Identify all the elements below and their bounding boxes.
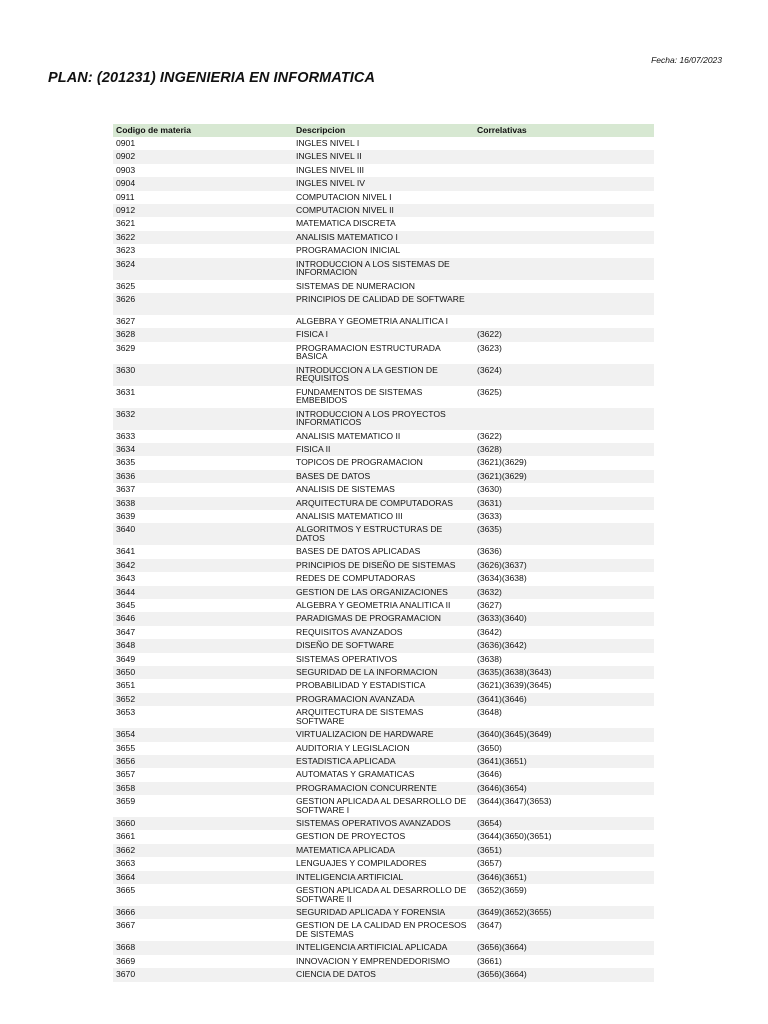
descripcion-cell: AUDITORIA Y LEGISLACION xyxy=(293,742,474,755)
codigo-cell: 3636 xyxy=(113,470,293,483)
codigo-cell: 3659 xyxy=(113,795,293,817)
correlativas-cell: (3635) xyxy=(474,523,654,545)
table-row xyxy=(113,782,654,795)
table-row xyxy=(113,258,654,280)
correlativas-cell: (3622) xyxy=(474,328,654,341)
descripcion-cell: SEGURIDAD DE LA INFORMACION xyxy=(293,666,474,679)
codigo-cell: 3666 xyxy=(113,906,293,919)
table-row xyxy=(113,559,654,572)
table-row xyxy=(113,510,654,523)
descripcion-cell: ANALISIS MATEMATICO III xyxy=(293,510,474,523)
descripcion-cell: BASES DE DATOS xyxy=(293,470,474,483)
table-row xyxy=(113,653,654,666)
table-row xyxy=(113,204,654,217)
correlativas-cell: (3627) xyxy=(474,599,654,612)
correlativas-cell: (3647) xyxy=(474,919,654,941)
codigo-cell: 0901 xyxy=(113,137,293,150)
correlativas-cell: (3621)(3629) xyxy=(474,470,654,483)
correlativas-cell: (3625) xyxy=(474,386,654,408)
column-header-descripcion: Descripcion xyxy=(293,124,474,137)
table-row xyxy=(113,545,654,558)
correlativas-cell xyxy=(474,258,654,280)
descripcion-cell: INTELIGENCIA ARTIFICIAL xyxy=(293,871,474,884)
table-row xyxy=(113,328,654,341)
codigo-cell: 0911 xyxy=(113,191,293,204)
codigo-cell: 3658 xyxy=(113,782,293,795)
table-row xyxy=(113,483,654,496)
codigo-cell: 3651 xyxy=(113,679,293,692)
correlativas-cell: (3641)(3646) xyxy=(474,693,654,706)
correlativas-cell xyxy=(474,280,654,293)
descripcion-cell: INNOVACION Y EMPRENDEDORISMO xyxy=(293,955,474,968)
codigo-cell: 3662 xyxy=(113,844,293,857)
correlativas-cell: (3661) xyxy=(474,955,654,968)
codigo-cell: 3631 xyxy=(113,386,293,408)
codigo-cell: 3634 xyxy=(113,443,293,456)
correlativas-cell: (3631) xyxy=(474,497,654,510)
table-row xyxy=(113,906,654,919)
codigo-cell: 3629 xyxy=(113,342,293,364)
page-title: PLAN: (201231) INGENIERIA EN INFORMATICA xyxy=(48,70,376,86)
table-row xyxy=(113,293,654,315)
codigo-cell: 3637 xyxy=(113,483,293,496)
correlativas-cell xyxy=(474,164,654,177)
table-row xyxy=(113,177,654,190)
correlativas-cell: (3654) xyxy=(474,817,654,830)
descripcion-cell: PROBABILIDAD Y ESTADISTICA xyxy=(293,679,474,692)
descripcion-cell: GESTION DE PROYECTOS xyxy=(293,830,474,843)
descripcion-cell: SISTEMAS OPERATIVOS xyxy=(293,653,474,666)
descripcion-cell: SEGURIDAD APLICADA Y FORENSIA xyxy=(293,906,474,919)
correlativas-cell: (3621)(3639)(3645) xyxy=(474,679,654,692)
descripcion-cell: ARQUITECTURA DE SISTEMAS SOFTWARE xyxy=(293,706,474,728)
codigo-cell: 3640 xyxy=(113,523,293,545)
table-row xyxy=(113,244,654,257)
table-row xyxy=(113,666,654,679)
codigo-cell: 3648 xyxy=(113,639,293,652)
table-row xyxy=(113,795,654,817)
codigo-cell: 3650 xyxy=(113,666,293,679)
correlativas-cell: (3649)(3652)(3655) xyxy=(474,906,654,919)
correlativas-cell: (3646)(3651) xyxy=(474,871,654,884)
descripcion-cell: REDES DE COMPUTADORAS xyxy=(293,572,474,585)
table-row xyxy=(113,706,654,728)
descripcion-cell: ARQUITECTURA DE COMPUTADORAS xyxy=(293,497,474,510)
correlativas-cell: (3646)(3654) xyxy=(474,782,654,795)
table-row xyxy=(113,191,654,204)
descripcion-cell: TOPICOS DE PROGRAMACION xyxy=(293,456,474,469)
codigo-cell: 3621 xyxy=(113,217,293,230)
table-row xyxy=(113,857,654,870)
correlativas-cell: (3656)(3664) xyxy=(474,941,654,954)
table-row xyxy=(113,612,654,625)
codigo-cell: 0903 xyxy=(113,164,293,177)
table-row xyxy=(113,955,654,968)
descripcion-cell: VIRTUALIZACION DE HARDWARE xyxy=(293,728,474,741)
table-row xyxy=(113,830,654,843)
correlativas-cell xyxy=(474,150,654,163)
codigo-cell: 3652 xyxy=(113,693,293,706)
descripcion-cell: COMPUTACION NIVEL I xyxy=(293,191,474,204)
correlativas-cell: (3622) xyxy=(474,430,654,443)
table-row xyxy=(113,871,654,884)
table-row xyxy=(113,742,654,755)
codigo-cell: 3623 xyxy=(113,244,293,257)
descripcion-cell: ANALISIS MATEMATICO II xyxy=(293,430,474,443)
codigo-cell: 3642 xyxy=(113,559,293,572)
table-row xyxy=(113,626,654,639)
correlativas-cell: (3650) xyxy=(474,742,654,755)
codigo-cell: 3660 xyxy=(113,817,293,830)
table-row xyxy=(113,572,654,585)
descripcion-cell: INGLES NIVEL III xyxy=(293,164,474,177)
codigo-cell: 0904 xyxy=(113,177,293,190)
table-row xyxy=(113,430,654,443)
correlativas-cell xyxy=(474,293,654,315)
table-row xyxy=(113,639,654,652)
descripcion-cell: INTRODUCCION A LA GESTION DE REQUISITOS xyxy=(293,364,474,386)
table-row xyxy=(113,231,654,244)
table-row xyxy=(113,919,654,941)
descripcion-cell: SISTEMAS OPERATIVOS AVANZADOS xyxy=(293,817,474,830)
codigo-cell: 3626 xyxy=(113,293,293,315)
codigo-cell: 3625 xyxy=(113,280,293,293)
table-row xyxy=(113,884,654,906)
descripcion-cell: INGLES NIVEL IV xyxy=(293,177,474,190)
table-row xyxy=(113,768,654,781)
table-row xyxy=(113,364,654,386)
codigo-cell: 3641 xyxy=(113,545,293,558)
descripcion-cell: PROGRAMACION AVANZADA xyxy=(293,693,474,706)
correlativas-cell: (3633)(3640) xyxy=(474,612,654,625)
codigo-cell: 3668 xyxy=(113,941,293,954)
descripcion-cell: PROGRAMACION CONCURRENTE xyxy=(293,782,474,795)
descripcion-cell: MATEMATICA DISCRETA xyxy=(293,217,474,230)
correlativas-cell xyxy=(474,177,654,190)
codigo-cell: 3628 xyxy=(113,328,293,341)
codigo-cell: 3635 xyxy=(113,456,293,469)
descripcion-cell: GESTION DE LA CALIDAD EN PROCESOS DE SISTEMAS xyxy=(293,919,474,941)
correlativas-cell: (3632) xyxy=(474,586,654,599)
table-row xyxy=(113,280,654,293)
table-row xyxy=(113,386,654,408)
codigo-cell: 3665 xyxy=(113,884,293,906)
descripcion-cell: PROGRAMACION INICIAL xyxy=(293,244,474,257)
codigo-cell: 3649 xyxy=(113,653,293,666)
correlativas-cell: (3635)(3638)(3643) xyxy=(474,666,654,679)
descripcion-cell: INTELIGENCIA ARTIFICIAL APLICADA xyxy=(293,941,474,954)
codigo-cell: 3630 xyxy=(113,364,293,386)
descripcion-cell: COMPUTACION NIVEL II xyxy=(293,204,474,217)
correlativas-cell: (3644)(3647)(3653) xyxy=(474,795,654,817)
codigo-cell: 3646 xyxy=(113,612,293,625)
correlativas-cell: (3640)(3645)(3649) xyxy=(474,728,654,741)
table-row xyxy=(113,817,654,830)
codigo-cell: 3643 xyxy=(113,572,293,585)
correlativas-cell: (3636) xyxy=(474,545,654,558)
correlativas-cell: (3630) xyxy=(474,483,654,496)
correlativas-cell: (3633) xyxy=(474,510,654,523)
correlativas-cell: (3646) xyxy=(474,768,654,781)
table-row xyxy=(113,408,654,430)
table-row xyxy=(113,456,654,469)
codigo-cell: 3632 xyxy=(113,408,293,430)
codigo-cell: 3655 xyxy=(113,742,293,755)
descripcion-cell: FISICA II xyxy=(293,443,474,456)
table-row xyxy=(113,137,654,150)
correlativas-cell: (3628) xyxy=(474,443,654,456)
descripcion-cell: MATEMATICA APLICADA xyxy=(293,844,474,857)
correlativas-cell xyxy=(474,217,654,230)
column-header-correlativas: Correlativas xyxy=(474,124,654,137)
descripcion-cell: ESTADISTICA APLICADA xyxy=(293,755,474,768)
correlativas-cell xyxy=(474,315,654,328)
descripcion-cell: PARADIGMAS DE PROGRAMACION xyxy=(293,612,474,625)
codigo-cell: 3667 xyxy=(113,919,293,941)
fecha-label: Fecha: 16/07/2023 xyxy=(651,55,722,65)
descripcion-cell: ALGEBRA Y GEOMETRIA ANALITICA II xyxy=(293,599,474,612)
descripcion-cell: INTRODUCCION A LOS SISTEMAS DE INFORMACION xyxy=(293,258,474,280)
descripcion-cell: CIENCIA DE DATOS xyxy=(293,968,474,981)
correlativas-cell: (3642) xyxy=(474,626,654,639)
correlativas-cell: (3651) xyxy=(474,844,654,857)
correlativas-cell: (3634)(3638) xyxy=(474,572,654,585)
descripcion-cell: PRINCIPIOS DE DISEÑO DE SISTEMAS xyxy=(293,559,474,572)
correlativas-cell xyxy=(474,191,654,204)
correlativas-cell: (3641)(3651) xyxy=(474,755,654,768)
correlativas-cell: (3624) xyxy=(474,364,654,386)
table-row xyxy=(113,599,654,612)
descripcion-cell: GESTION APLICADA AL DESARROLLO DE SOFTWARE I xyxy=(293,795,474,817)
table-row xyxy=(113,470,654,483)
descripcion-cell: ALGORITMOS Y ESTRUCTURAS DE DATOS xyxy=(293,523,474,545)
descripcion-cell: GESTION APLICADA AL DESARROLLO DE SOFTWARE II xyxy=(293,884,474,906)
codigo-cell: 3647 xyxy=(113,626,293,639)
materias-table xyxy=(113,124,654,982)
table-body xyxy=(113,137,654,982)
codigo-cell: 3645 xyxy=(113,599,293,612)
codigo-cell: 3622 xyxy=(113,231,293,244)
correlativas-cell: (3652)(3659) xyxy=(474,884,654,906)
descripcion-cell: BASES DE DATOS APLICADAS xyxy=(293,545,474,558)
descripcion-cell: DISEÑO DE SOFTWARE xyxy=(293,639,474,652)
table-row xyxy=(113,342,654,364)
correlativas-cell: (3636)(3642) xyxy=(474,639,654,652)
descripcion-cell: INGLES NIVEL I xyxy=(293,137,474,150)
codigo-cell: 3664 xyxy=(113,871,293,884)
codigo-cell: 3657 xyxy=(113,768,293,781)
codigo-cell: 3663 xyxy=(113,857,293,870)
correlativas-cell: (3623) xyxy=(474,342,654,364)
correlativas-cell: (3626)(3637) xyxy=(474,559,654,572)
codigo-cell: 3624 xyxy=(113,258,293,280)
codigo-cell: 3638 xyxy=(113,497,293,510)
descripcion-cell: FISICA I xyxy=(293,328,474,341)
correlativas-cell xyxy=(474,204,654,217)
correlativas-cell: (3657) xyxy=(474,857,654,870)
descripcion-cell: REQUISITOS AVANZADOS xyxy=(293,626,474,639)
codigo-cell: 3653 xyxy=(113,706,293,728)
table-row xyxy=(113,679,654,692)
table-row xyxy=(113,693,654,706)
table-row xyxy=(113,941,654,954)
correlativas-cell xyxy=(474,408,654,430)
correlativas-cell: (3638) xyxy=(474,653,654,666)
correlativas-cell xyxy=(474,137,654,150)
table-row xyxy=(113,150,654,163)
codigo-cell: 0902 xyxy=(113,150,293,163)
descripcion-cell: GESTION DE LAS ORGANIZACIONES xyxy=(293,586,474,599)
correlativas-cell: (3648) xyxy=(474,706,654,728)
table-row xyxy=(113,523,654,545)
correlativas-cell: (3644)(3650)(3651) xyxy=(474,830,654,843)
descripcion-cell: ALGEBRA Y GEOMETRIA ANALITICA I xyxy=(293,315,474,328)
descripcion-cell: FUNDAMENTOS DE SISTEMAS EMBEBIDOS xyxy=(293,386,474,408)
codigo-cell: 0912 xyxy=(113,204,293,217)
correlativas-cell xyxy=(474,244,654,257)
table-row xyxy=(113,755,654,768)
column-header-codigo: Codigo de materia xyxy=(113,124,293,137)
codigo-cell: 3633 xyxy=(113,430,293,443)
correlativas-cell: (3621)(3629) xyxy=(474,456,654,469)
descripcion-cell: AUTOMATAS Y GRAMATICAS xyxy=(293,768,474,781)
descripcion-cell: INGLES NIVEL II xyxy=(293,150,474,163)
descripcion-cell: PROGRAMACION ESTRUCTURADA BASICA xyxy=(293,342,474,364)
codigo-cell: 3661 xyxy=(113,830,293,843)
table-row xyxy=(113,728,654,741)
descripcion-cell: SISTEMAS DE NUMERACION xyxy=(293,280,474,293)
descripcion-cell: PRINCIPIOS DE CALIDAD DE SOFTWARE xyxy=(293,293,474,315)
table-row xyxy=(113,586,654,599)
table-row xyxy=(113,497,654,510)
codigo-cell: 3644 xyxy=(113,586,293,599)
codigo-cell: 3627 xyxy=(113,315,293,328)
descripcion-cell: ANALISIS MATEMATICO I xyxy=(293,231,474,244)
descripcion-cell: ANALISIS DE SISTEMAS xyxy=(293,483,474,496)
table-row xyxy=(113,164,654,177)
correlativas-cell xyxy=(474,231,654,244)
table-row xyxy=(113,968,654,981)
codigo-cell: 3669 xyxy=(113,955,293,968)
codigo-cell: 3670 xyxy=(113,968,293,981)
table-header-row xyxy=(113,124,654,137)
table-row xyxy=(113,315,654,328)
table-row xyxy=(113,443,654,456)
codigo-cell: 3654 xyxy=(113,728,293,741)
table-row xyxy=(113,844,654,857)
correlativas-cell: (3656)(3664) xyxy=(474,968,654,981)
table-row xyxy=(113,217,654,230)
descripcion-cell: INTRODUCCION A LOS PROYECTOS INFORMATICOS xyxy=(293,408,474,430)
codigo-cell: 3656 xyxy=(113,755,293,768)
descripcion-cell: LENGUAJES Y COMPILADORES xyxy=(293,857,474,870)
codigo-cell: 3639 xyxy=(113,510,293,523)
